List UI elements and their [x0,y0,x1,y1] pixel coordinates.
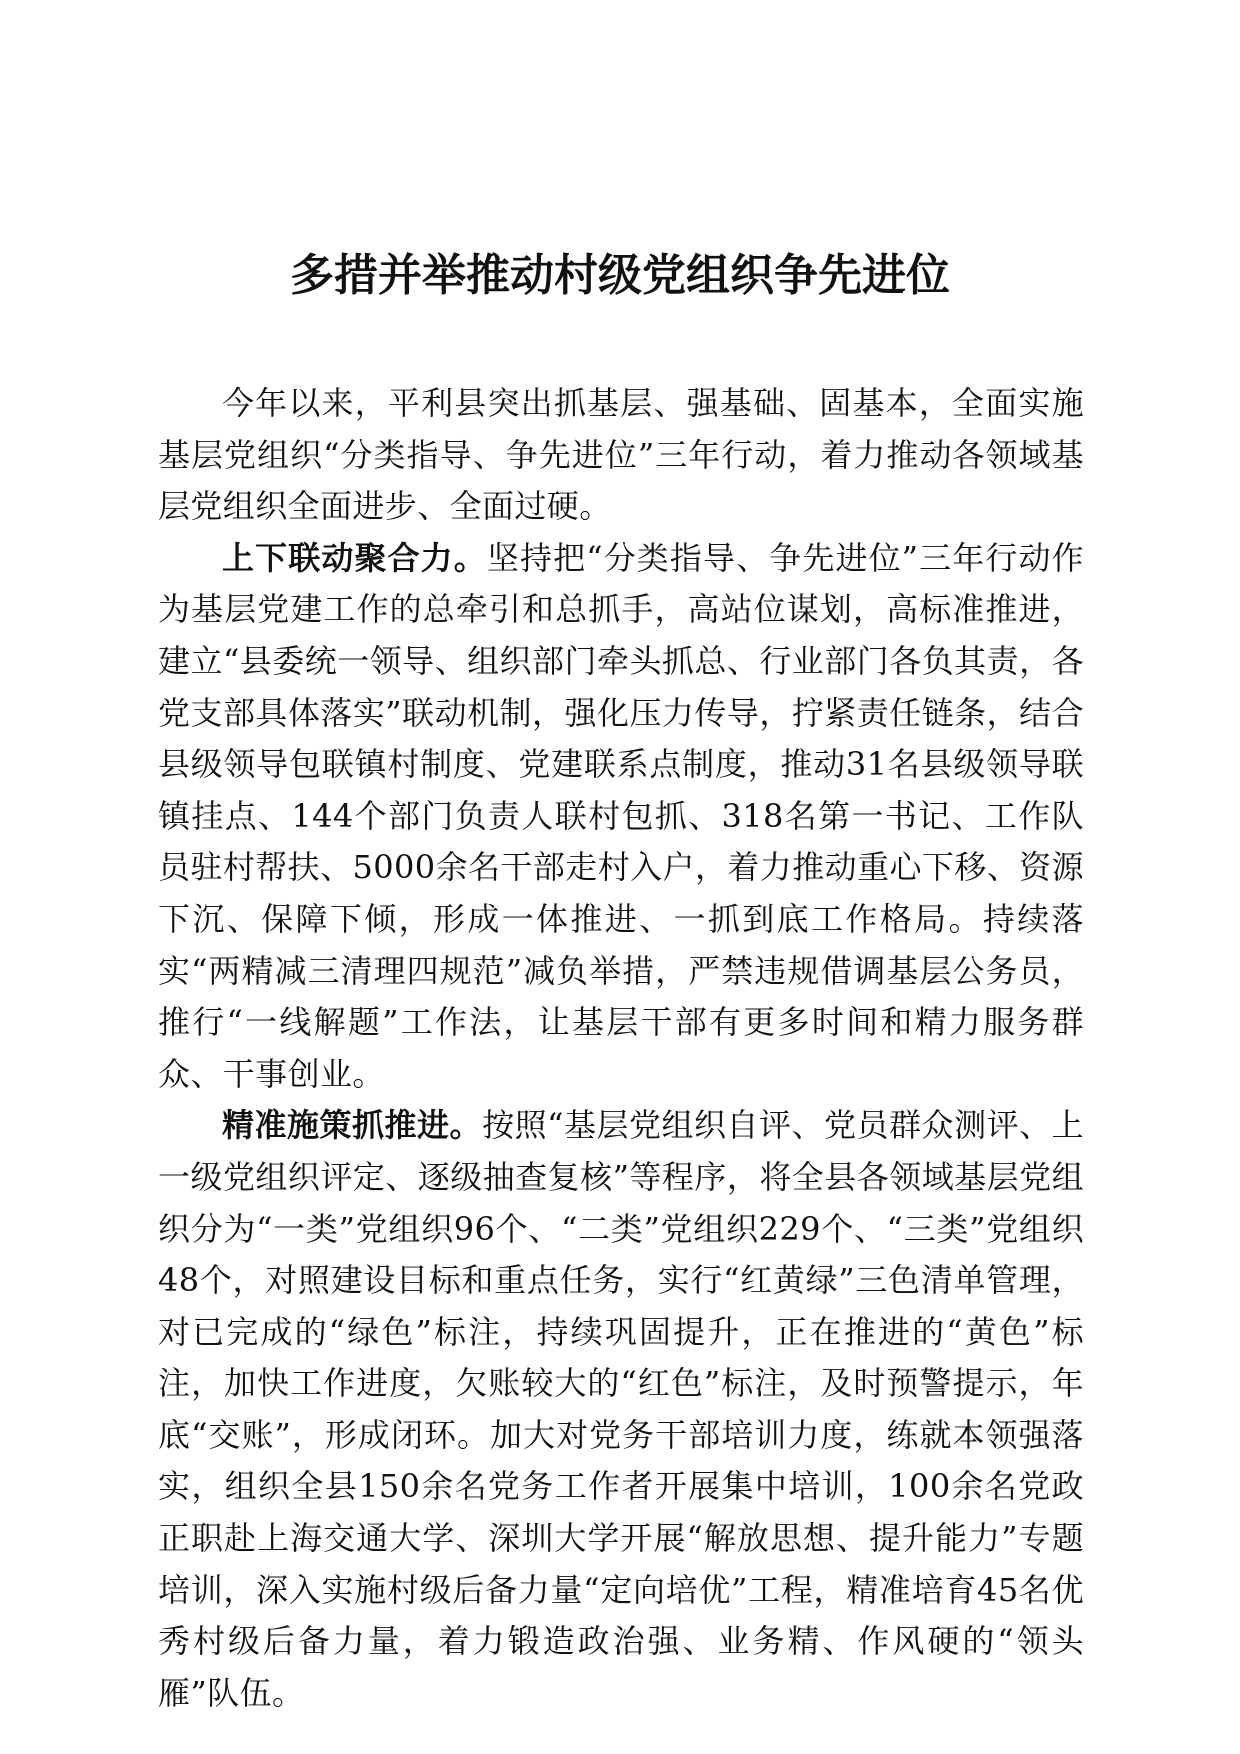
paragraph-precision [158,1100,1084,1719]
document-title: 多措并举推动村级党组织争先进位 [290,250,950,301]
document-body [158,378,1084,1719]
paragraph-text: 坚持把“分类指导、争先进位”三年行动作为基层党建工作的总牵引和总抓手，高站位谋划，高标准推进，建立“县委统一领导、组织部门牵头抓总、行业部门各负其责，各党支部具体落实”联动机制，强化压力传导，拧紧责任链条，结合县级领导包联镇村制度、党建联系点制度，推动31名县级领导联镇挂点、144个部门负责人联村包抓、318名第一书记、工作队员驻村帮扶、5000余名干部走村入户，着力推动重心下移、资源下沉、保障下倾，形成一体推进、一抓到底工作格局。持续落实“两精减三清理四规范”减负举措，严禁违规借调基层公务员，推行“一线解题”工作法，让基层干部有更多时间和精力服务群众、干事创业。 [158,538,1084,1093]
paragraph-intro [158,378,1084,533]
paragraph-heading: 精准施策抓推进。 [222,1106,483,1145]
paragraph-heading: 上下联动聚合力。 [222,538,487,577]
paragraph-text: 按照“基层党组织自评、党员群众测评、上一级党组织评定、逐级抽查复核”等程序，将全县各领域基层党组织分为“一类”党组织96个、“二类”党组织229个、“三类”党组织48个，对照建设目标和重点任务，实行“红黄绿”三色清单管理，对已完成的“绿色”标注，持续巩固提升，正在推进的“黄色”标注，加快工作进度，欠账较大的“红色”标注，及时预警提示，年底“交账”，形成闭环。加大对党务干部培训力度，练就本领强落实，组织全县150余名党务工作者开展集中培训，100余名党政正职赴上海交通大学、深圳大学开展“解放思想、提升能力”专题培训，深入实施村级后备力量“定向培优”工程，精准培育45名优秀村级后备力量，着力锻造政治强、业务精、作风硬的“领头雁”队伍。 [158,1106,1084,1712]
paragraph-linkage [158,533,1084,1101]
paragraph-text: 今年以来，平利县突出抓基层、强基础、固基本，全面实施基层党组织“分类指导、争先进位”三年行动，着力推动各领域基层党组织全面进步、全面过硬。 [158,384,1084,526]
